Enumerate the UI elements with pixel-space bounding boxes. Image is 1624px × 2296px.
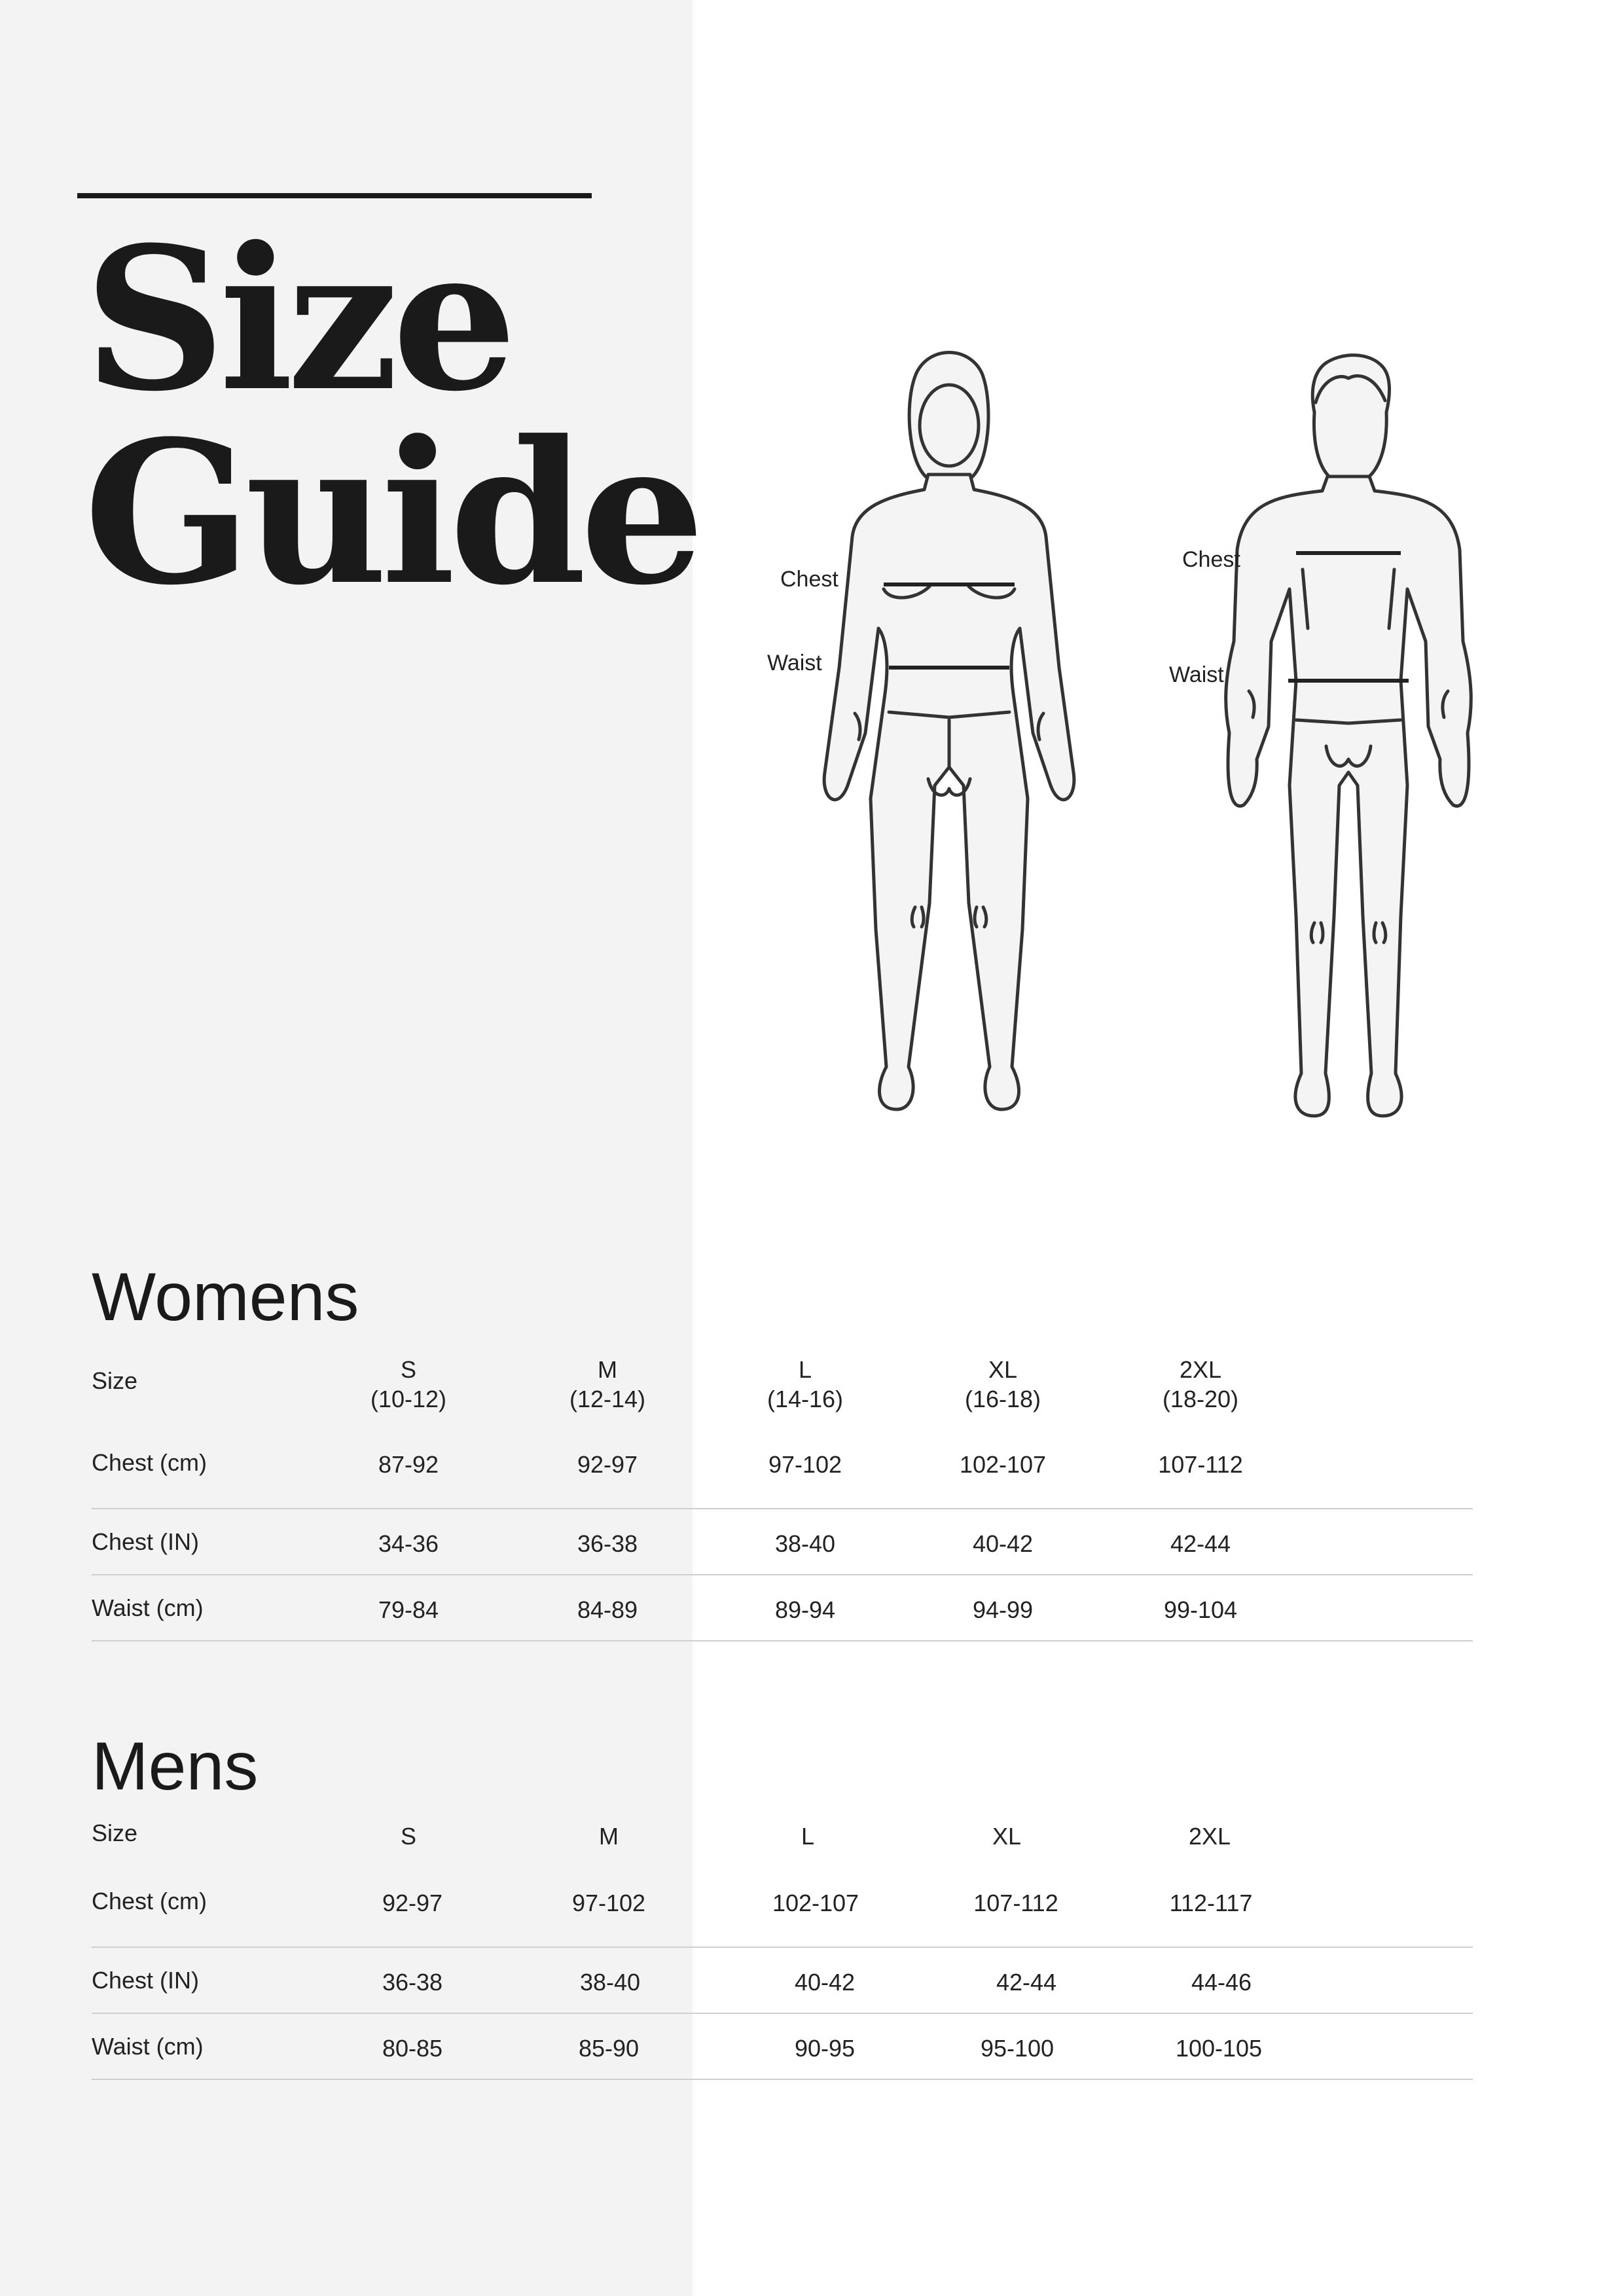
table-cell: 44-46	[1191, 1969, 1252, 1996]
size-uk-range: (14-16)	[767, 1386, 844, 1412]
table-cell: 89-94	[774, 1596, 836, 1623]
table-cell: 85-90	[578, 2035, 640, 2062]
male-head	[1312, 355, 1389, 484]
male-figure	[1169, 355, 1471, 1116]
table-cell: 100-105	[1175, 2035, 1263, 2062]
table-cell: 107-112	[1158, 1451, 1243, 1478]
title-rule	[77, 193, 592, 198]
table-cell: 97-102	[768, 1451, 842, 1478]
size-column-l: L	[801, 1823, 815, 1850]
size-header-label: Size	[92, 1367, 138, 1394]
row-label: Waist (cm)	[92, 1594, 204, 1621]
female-head	[920, 385, 979, 466]
size-uk-range: (18-20)	[1162, 1386, 1239, 1412]
table-cell: 38-40	[579, 1969, 641, 1996]
table-cell: 102-107	[772, 1890, 859, 1916]
table-cell: 34-36	[378, 1530, 439, 1557]
male-body	[1226, 476, 1471, 1116]
table-cell: 102-107	[959, 1451, 1047, 1478]
table-cell: 92-97	[577, 1451, 638, 1478]
table-cell: 42-44	[1170, 1530, 1231, 1557]
table-cell: 112-117	[1169, 1890, 1253, 1916]
table-cell: 84-89	[577, 1596, 638, 1623]
table-cell: 94-99	[972, 1596, 1034, 1623]
table-cell: 40-42	[794, 1969, 856, 1996]
size-column-m: M	[599, 1823, 619, 1850]
size-column-2xl: 2XL	[1188, 1823, 1231, 1850]
table-cell: 87-92	[378, 1451, 439, 1478]
row-label: Chest (IN)	[92, 1967, 200, 1994]
table-cell: 107-112	[973, 1890, 1058, 1916]
table-row	[92, 1575, 1473, 1641]
female-chest-label: Chest	[780, 567, 839, 592]
page-title-line-1: Size	[84, 204, 511, 435]
table-cell: 36-38	[577, 1530, 638, 1557]
row-label: Chest (cm)	[92, 1449, 208, 1476]
table-row	[92, 1509, 1473, 1575]
size-uk-range: (12-14)	[569, 1386, 646, 1412]
table-cell: 36-38	[382, 1969, 443, 1996]
row-label: Waist (cm)	[92, 2033, 204, 2060]
size-name: M	[598, 1356, 617, 1383]
size-column-m	[529, 1355, 686, 1414]
table-cell: 90-95	[794, 2035, 856, 2062]
table-header-row	[92, 1816, 1473, 1862]
size-column-2xl	[1122, 1355, 1279, 1414]
size-column-l	[727, 1355, 884, 1414]
size-column-s	[330, 1355, 487, 1414]
size-column-xl: XL	[992, 1823, 1022, 1850]
row-label: Chest (cm)	[92, 1888, 208, 1914]
table-cell: 42-44	[996, 1969, 1057, 1996]
table-cell: 97-102	[571, 1890, 646, 1916]
size-column-s: S	[400, 1823, 416, 1850]
table-cell: 79-84	[378, 1596, 439, 1623]
table-row	[92, 1882, 1473, 1948]
table-row	[92, 1443, 1473, 1509]
size-column-xl	[924, 1355, 1081, 1414]
table-cell: 80-85	[382, 2035, 443, 2062]
mens-heading: Mens	[92, 1729, 259, 1804]
row-label: Chest (IN)	[92, 1528, 200, 1555]
table-cell: 92-97	[382, 1890, 443, 1916]
size-uk-range: (16-18)	[964, 1386, 1041, 1412]
size-name: S	[400, 1356, 416, 1383]
womens-heading: Womens	[92, 1259, 359, 1335]
table-header-row	[92, 1355, 1473, 1427]
size-header-label: Size	[92, 1820, 138, 1846]
male-chest-label: Chest	[1182, 547, 1240, 572]
page-title-line-2: Guide	[84, 397, 698, 628]
size-name: XL	[988, 1356, 1018, 1383]
size-uk-range: (10-12)	[370, 1386, 447, 1412]
female-figure	[767, 353, 1074, 1110]
size-name: 2XL	[1179, 1356, 1222, 1383]
table-row	[92, 2014, 1473, 2080]
body-measurement-diagram	[720, 327, 1591, 1198]
table-cell: 99-104	[1163, 1596, 1238, 1623]
male-waist-label: Waist	[1169, 662, 1224, 687]
female-waist-label: Waist	[767, 651, 822, 675]
table-row	[92, 1948, 1473, 2014]
table-cell: 40-42	[972, 1530, 1034, 1557]
table-cell: 95-100	[980, 2035, 1055, 2062]
size-name: L	[798, 1356, 812, 1383]
table-cell: 38-40	[774, 1530, 836, 1557]
